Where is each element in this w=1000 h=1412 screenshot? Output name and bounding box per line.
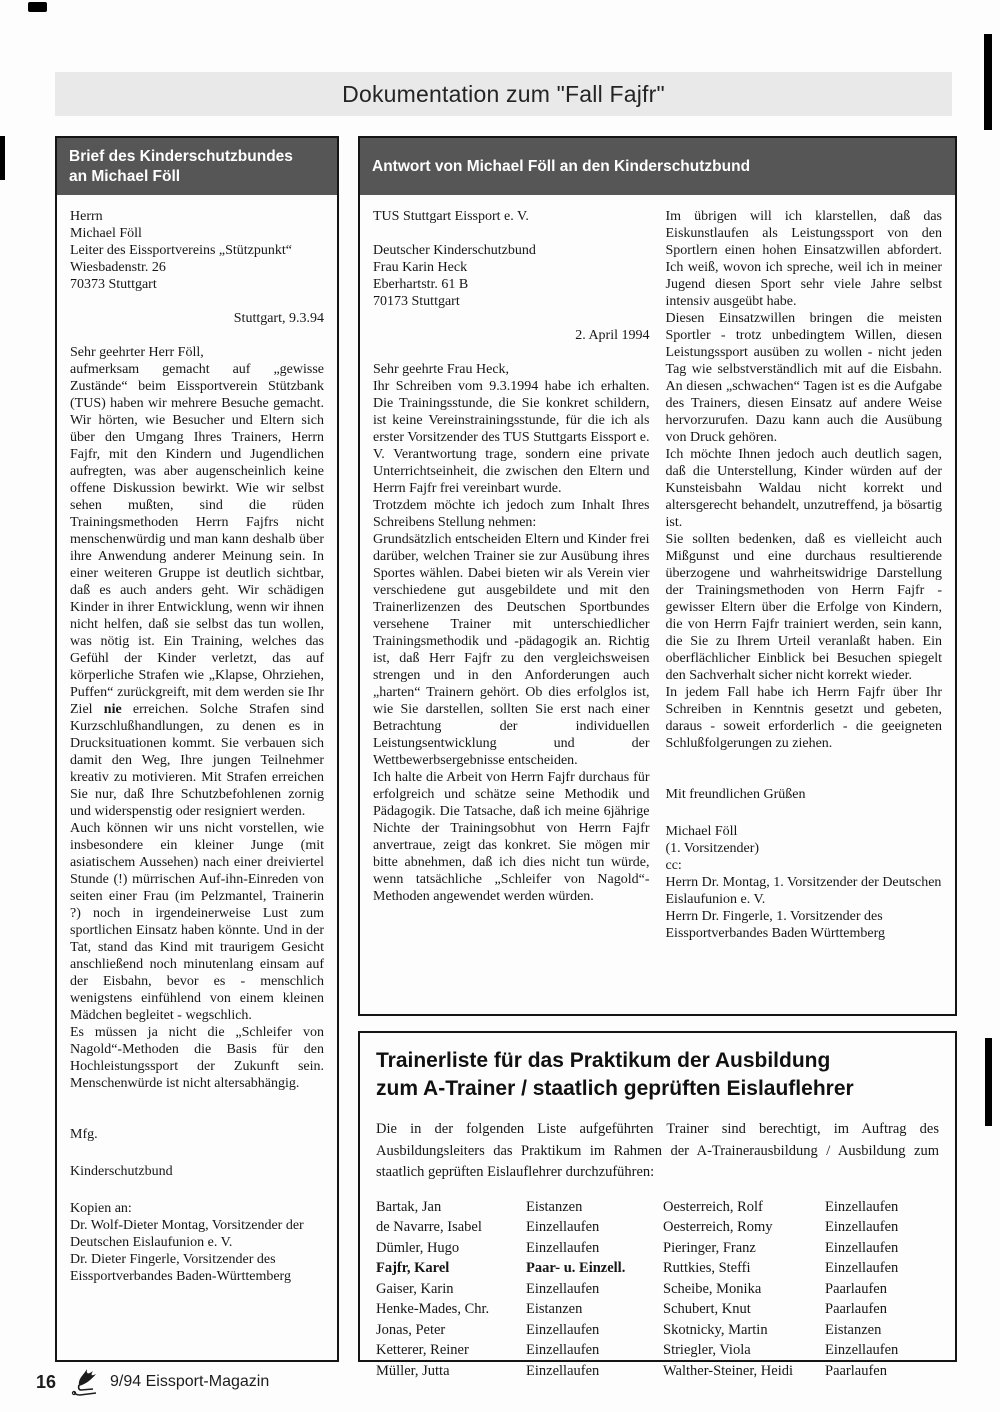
trainer-row [663, 1240, 939, 1257]
right-letter-box [358, 136, 957, 1016]
trainer-name: Schubert, Knut [663, 1301, 751, 1317]
trainer-name: Henke-Mades, Chr. [376, 1301, 490, 1317]
dateline: Stuttgart, 9.3.94 [233, 311, 324, 326]
trainer-discipline: Einzellaufen [526, 1321, 600, 1338]
scan-artifact [984, 34, 992, 130]
trainer-discipline: Einzellaufen [825, 1198, 899, 1215]
letter-paragraph: In jedem Fall habe ich Herrn Fajfr über Ihr Schreiben in Kenntnis gesetzt und gebeten, daraus - soweit erforderlich - die geeigneten Schlußfolgerungen zu ziehen. [665, 685, 942, 751]
trainer-row [376, 1240, 663, 1257]
trainer-name: Gaiser, Karin [376, 1280, 454, 1297]
letter-paragraph [70, 361, 324, 820]
trainer-row [376, 1342, 663, 1359]
left-letter-body [57, 195, 337, 1298]
right-letter-header [360, 138, 955, 195]
trainer-name: de Navarre, Isabel [376, 1219, 482, 1235]
trainer-discipline: Eistanzen [526, 1198, 583, 1215]
paragraph-text: erreichen. Solche Strafen sind Kurzschlußhandlungen, zu denen es in Drucksituationen kommt. Sie verbauen sich damit den Weg, Ihre jungen Teilnehmer kreativ zu motivieren. Mit Strafen erreichen Sie nur, daß Ihre Schutzbefohlenen zornig und widerspenstig oder resigniert werden. [70, 702, 324, 819]
trainer-row [376, 1219, 663, 1236]
trainer-row [376, 1199, 663, 1216]
closing: Mit freundlichen Grüßen [665, 787, 806, 802]
trainer-name: Walther-Steiner, Heidi [663, 1362, 794, 1379]
letter-paragraph: Im übrigen will ich klarstellen, daß das Eiskunstlaufen als Leistungssport von den Sportlern einen hohen Einsatzwillen abfordert. Ich weiß, wovon ich spreche, weil ich in meiner Jugend diesen Sport sehr viele Jahre selbst intensiv ausgeübt habe. [665, 209, 942, 309]
letter-paragraph: Ihr Schreiben vom 9.3.1994 habe ich erhalten. Die Trainingsstunde, die Sie konkret schildern, ist keine Vereinstrainingsstunde, für die ich als erster Vorsitzender des TUS Stuttgarts Eissport e. V. Verantwortung trage, sondern eine private Unterrichtseinheit, die zwischen den Eltern und Herrn Fajfr frei vereinbart wurde. [373, 379, 650, 496]
left-letter-header-line2: an Michael Föll [69, 167, 181, 185]
trainer-row [663, 1301, 939, 1318]
page-title-bar [55, 72, 952, 116]
trainer-discipline: Einzellaufen [825, 1342, 899, 1358]
trainer-name: Scheibe, Monika [663, 1280, 762, 1297]
sender-line: TUS Stuttgart Eissport e. V. [373, 209, 529, 224]
recipient-line: 70373 Stuttgart [70, 277, 157, 292]
trainer-discipline: Einzellaufen [526, 1280, 600, 1297]
winged-ice-skate-logo-icon [69, 1368, 103, 1396]
recipient-address-block [373, 242, 650, 310]
copies-line: Dr. Wolf-Dieter Montag, Vorsitzender der Deutschen Eislaufunion e. V. [70, 1218, 304, 1250]
dateline: 2. April 1994 [575, 328, 650, 343]
signature: Kinderschutzbund [70, 1164, 173, 1179]
letter-paragraph: Ich halte die Arbeit von Herrn Fajfr durchaus für erfolgreich und schätze seine Methodik und Pädagogik. Die Tatsache, daß ich meine 6jährige Nichte der Trainingsobhut von Herrn Fajfr anvertraue, zeigt das konkret. Sie mögen mir bitte abnehmen, daß ich dies nicht tun würde, wenn tatsächliche „Schleifer von Nagold“-Methoden angewendet werden würden. [373, 770, 650, 904]
cc-line: Herrn Dr. Montag, 1. Vorsitzender der Deutschen Eislaufunion e. V. [665, 875, 942, 907]
trainer-discipline: Einzellaufen [526, 1239, 600, 1256]
letter-column-2 [666, 208, 943, 942]
trainer-discipline: Paarlaufen [825, 1362, 887, 1379]
recipient-line: Herrn [70, 209, 103, 224]
salutation: Sehr geehrter Herr Föll, [70, 345, 204, 360]
trainer-row [376, 1363, 663, 1380]
trainer-discipline: Einzellaufen [526, 1362, 600, 1379]
trainer-name: Fajfr, Karel [376, 1260, 450, 1276]
trainer-name: Bartak, Jan [376, 1198, 442, 1215]
trainer-table-column [376, 1199, 663, 1384]
right-letter-body [360, 195, 955, 955]
left-letter-box [55, 136, 339, 1362]
trainer-discipline: Eistanzen [526, 1301, 583, 1317]
trainer-name: Ketterer, Reiner [376, 1342, 469, 1358]
page-footer [36, 1368, 269, 1396]
trainer-table-column [663, 1199, 939, 1384]
letter-paragraph: Es müssen ja nicht die „Schleifer von Nagold“-Methoden die Basis für den Hochleistungssport der Zukunft sein. Menschenwürde ist nicht altersabhängig. [70, 1025, 324, 1091]
paragraph-text: aufmerksam gemacht auf „gewisse Zustände“ beim Eissportverein Stützbank (TUS) haben wir mehrere Besuche gemacht. Wir hörten, wie Besucher und Eltern sich über den Umgang Ihres Trainers, Herrn Fajfr, mit den Kindern und Jugendlichen aufregten, was aber augenscheinlich keine offene Diskussion bewirkt. Wie wir selbst sehen mußten, sind die rüden Trainingsmethoden Herrn Fajfrs nicht menschenwürdig und man kann deshalb über ihre Anwendung anderer Meinung sein. In einer weiteren Gruppe ist deutlich sichtbar, daß es auch anders geht. Wir schädigen Kinder in ihrer Entwicklung, wenn wir ihnen nicht helfen, daß sie selbst das tun wollen, was nötig ist. Ein Training, welches das Gefühl der Kinder verletzt, das auf körperliche Strafen wie „Klapse, Ohrziehen, Puffen“ zurückgreift, mit dem werden sie Ihr Ziel [70, 362, 324, 717]
trainer-list-content [360, 1033, 955, 1385]
scan-artifact [28, 2, 47, 12]
trainer-discipline: Paarlaufen [825, 1280, 887, 1297]
trainer-name: Oesterreich, Romy [663, 1219, 773, 1235]
trainer-list-intro: Die in der folgenden Liste aufgeführten Trainer sind berechtigt, im Auftrag des Ausbildungsleiters das Praktikum im Rahmen der A-Trainerausbildung / Ausbildung zum staatlich geprüften Eislauflehrer durchzuführen: [376, 1121, 939, 1180]
recipient-line: Eberhartstr. 61 B [373, 277, 469, 292]
recipient-line: Deutscher Kinderschutzbund [373, 243, 536, 258]
trainer-name: Ruttkies, Steffi [663, 1260, 751, 1276]
recipient-line: Michael Föll [70, 226, 142, 241]
signature-line: Michael Föll [665, 824, 738, 839]
trainer-discipline: Eistanzen [825, 1321, 882, 1338]
copies-label: Kopien an: [70, 1201, 132, 1216]
right-letter-header-text: Antwort von Michael Föll an den Kinderschutzbund [372, 157, 751, 175]
page-number: 16 [36, 1371, 57, 1392]
trainer-row [663, 1342, 939, 1359]
letter-paragraph: Diesen Einsatzwillen bringen die meisten Sportler - trotz unbedingtem Willen, diesen Leistungssport ausüben zu wollen - nicht jeden Tag wie selbstverständlich mit auf die Eisbahn. An diesen „schwachen“ Tagen ist es die Aufgabe des Trainers, diesen Einsatz auf andere Weise hervorzurufen. Dazu kann auch die Ausübung von Druck gehören. [665, 311, 942, 445]
trainer-list-title [376, 1047, 939, 1103]
trainer-row [376, 1301, 663, 1318]
magazine-name: 9/94 Eissport-Magazin [110, 1373, 270, 1390]
trainer-name: Striegler, Viola [663, 1342, 751, 1358]
trainer-row [663, 1363, 939, 1380]
trainer-name: Oesterreich, Rolf [663, 1198, 763, 1215]
left-letter-header-line1: Brief des Kinderschutzbundes [69, 147, 293, 165]
letter-paragraph: Trotzdem möchte ich jedoch zum Inhalt Ihres Schreibens Stellung nehmen: [373, 498, 650, 530]
salutation: Sehr geehrte Frau Heck, [373, 362, 510, 377]
trainer-list-title-line1: Trainerliste für das Praktikum der Ausbildung [376, 1049, 831, 1072]
recipient-line: Leiter des Eissportvereins „Stützpunkt“ [70, 243, 292, 258]
closing: Mfg. [70, 1127, 98, 1142]
trainer-discipline: Einzellaufen [825, 1219, 899, 1235]
trainer-row [663, 1260, 939, 1277]
trainer-discipline: Einzellaufen [526, 1342, 600, 1358]
recipient-line: 70173 Stuttgart [373, 294, 460, 309]
recipient-line: Wiesbadenstr. 26 [70, 260, 166, 275]
trainer-row [663, 1219, 939, 1236]
trainer-row [376, 1281, 663, 1298]
scan-artifact [0, 136, 5, 180]
letter-column-1 [373, 208, 650, 942]
letter-paragraph: Grundsätzlich entscheiden Eltern und Kinder frei darüber, welchen Trainer sie zur Ausübung ihres Sportes wählen. Dabei bieten wir als Verein vier verschiedene gut ausgebildete und mit den Trainerlizenzen des Deutschen Sportbundes versehene Trainer mit unterschiedlicher Trainingsmethodik und -pädagogik an. Richtig ist, daß Herr Fajfr zu den vergleichsweisen strengen und in den Anforderungen auch „harten“ Trainern gehört. Ob dies erfolglos ist, wie Sie darstellen, sollten Sie erst nach einer Betrachtung der individuellen Leistungsentwicklung und der Wettbewerbsergebnisse entscheiden. [373, 532, 650, 768]
recipient-address-block [70, 208, 324, 293]
letter-paragraph: Auch können wir uns nicht vorstellen, wie insbesondere ein kleiner Junge (mit asiatischem Aussehen) nach einer dreiviertel Stunde (!) mürrischen Auf-ihn-Einreden von seiten einer Frau (im Pelzmantel, Trainerin ?) noch in irgendeinerweise Lust zum sportlichen Einsatz haben könnte. Und in der Tat, stand das Kind mit traurigem Gesicht anschließend noch minutenlang einsam auf der Eisbahn, bevor es - menschlich wenigstens einfühlend von einem kleinen Mädchen begleitet - wegschlich. [70, 821, 324, 1023]
trainer-name: Pieringer, Franz [663, 1239, 756, 1256]
recipient-line: Frau Karin Heck [373, 260, 468, 275]
page-title: Dokumentation zum "Fall Fajfr" [342, 80, 665, 107]
trainer-row [376, 1260, 663, 1277]
trainer-row [376, 1322, 663, 1339]
trainer-row [663, 1199, 939, 1216]
signature-line: (1. Vorsitzender) [665, 841, 760, 856]
trainer-list-title-line2: zum A-Trainer / staatlich geprüften Eislauflehrer [376, 1077, 854, 1100]
trainer-name: Müller, Jutta [376, 1362, 450, 1379]
left-letter-header [57, 138, 337, 195]
trainer-name: Dümler, Hugo [376, 1239, 460, 1256]
cc-line: Herrn Dr. Fingerle, 1. Vorsitzender des Eissportverbandes Baden Württemberg [665, 909, 886, 941]
trainer-name: Jonas, Peter [376, 1321, 446, 1338]
trainer-discipline: Einzellaufen [825, 1260, 899, 1276]
letter-paragraph: Ich möchte Ihnen jedoch auch deutlich sagen, daß die Unterstellung, Kinder würden auf der Kunsteisbahn Waldau nicht korrekt und altersgerecht behandelt, unzutreffend, ja bösartig ist. [665, 447, 942, 530]
trainer-name: Skotnicky, Martin [663, 1321, 768, 1338]
trainer-discipline: Paarlaufen [825, 1301, 887, 1317]
letter-paragraph: Sie sollten bedenken, daß es vielleicht auch Mißgunst und eine durchaus resultierende überzogene und wahrheitswidrige Darstellung der Trainingsmethoden von Herrn Fajfr - gewisser Eltern über die Erfolge von Kindern, die von Herrn Fajfr trainiert werden, sein kann, die Sie zu Ihrem Urteil veranlaßt haben. Ein oberflächlicher Einblick bei Besuchen spiegelt den Sachverhalt sicher nicht korrekt wieder. [665, 532, 942, 683]
trainer-discipline: Einzellaufen [825, 1239, 899, 1256]
trainer-row [663, 1281, 939, 1298]
copies-line: Dr. Dieter Fingerle, Vorsitzender des Eissportverbandes Baden-Württemberg [70, 1252, 291, 1284]
trainer-list-box [358, 1031, 957, 1379]
scan-artifact [985, 1038, 992, 1126]
cc-label: cc: [665, 858, 682, 873]
trainer-discipline: Einzellaufen [526, 1219, 600, 1235]
trainer-table [376, 1199, 939, 1384]
emphasized-word: nie [103, 702, 122, 717]
trainer-discipline: Paar- u. Einzell. [526, 1260, 626, 1276]
trainer-row [663, 1322, 939, 1339]
